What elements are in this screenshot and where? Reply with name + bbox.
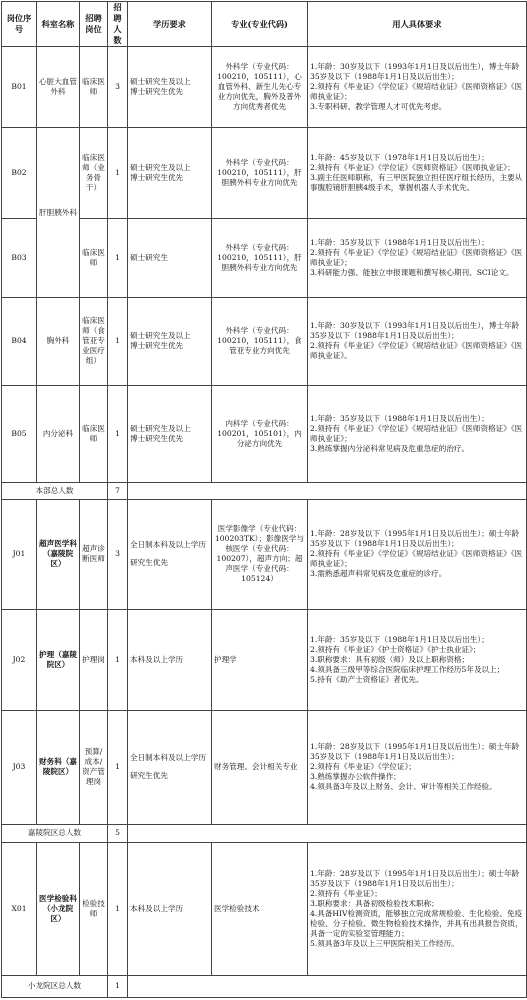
- dept-name: 心脏大血管外科: [37, 46, 80, 127]
- total-empty: [128, 482, 527, 499]
- post-name: 临床医师（食管亚专业医疗组）: [80, 298, 108, 385]
- header-post: 招聘岗位: [80, 2, 108, 47]
- major-requirement: 内科学（专业代码：100201，105101），内分泌方向优先: [212, 385, 308, 482]
- specific-requirements: 1.年龄：35岁及以下（1988年1月1日及以后出生）； 2.须持有《毕业证》《学位证》《规培结业证》《医师资格证》《医师执业证》； 3.科研能力强、能独立申报课题和撰写核心期刊、SCI论文。: [308, 219, 527, 298]
- table-row: [2, 609, 527, 710]
- table-row: [2, 128, 527, 219]
- dept-name: 超声医学科（嘉陵院区）: [37, 500, 80, 610]
- table-row: [2, 219, 527, 298]
- total-empty: [128, 824, 527, 842]
- post-id: J03: [2, 711, 37, 825]
- specific-requirements: 1.年龄：28岁及以下（1995年1月1日及以后出生）；硕士年龄35岁及以下（1988年1月1日及以后出生）； 2.须持有《毕业证》； 3.职称要求：具备初级检验技术职称； 4.具备HIV检测资质，能够独立完成常规检验、生化检验、免疫检验、分子检验、微生物检验技术操作，并具有出具报告资质，具备一定的实验室管理能力； 5.须具备3年及以上三甲医院相关工作经历。: [308, 842, 527, 975]
- edu-requirement: 硕士研究生及以上 博士研究生优先: [128, 128, 212, 219]
- post-count: 1: [108, 128, 128, 219]
- total-row: [2, 975, 527, 997]
- post-id: J01: [2, 500, 37, 610]
- specific-requirements: 1.年龄：28岁及以下（1995年1月1日及以后出生）；硕士年龄35岁及以下（1988年1月1日及以后出生）； 2.须持有《毕业证》《学位证》； 3.熟练掌握办公软件操作； 4.须具备3年及以上财务、会计、审计等相关工作经验。: [308, 711, 527, 825]
- post-count: 1: [108, 609, 128, 710]
- post-name: 检验技师: [80, 842, 108, 975]
- total-count: 5: [108, 824, 128, 842]
- table-row: [2, 385, 527, 482]
- major-requirement: 外科学（专业代码：100210，105111），食管亚专业方向优先: [212, 298, 308, 385]
- specific-requirements: 1.年龄：28岁及以下（1995年1月1日及以后出生）；硕士年龄35岁及以下（1988年1月1日及以后出生）； 2.须持有《毕业证》《学位证》《规培结业证》《医师资格证》《医师执业证》； 3.需熟悉超声科常见病及危重症的诊疗。: [308, 500, 527, 610]
- post-count: 1: [108, 385, 128, 482]
- post-name: 临床医师: [80, 46, 108, 127]
- header-count: 招聘人数: [108, 2, 128, 47]
- post-count: 1: [108, 842, 128, 975]
- post-id: B02: [2, 128, 37, 219]
- post-id: J02: [2, 609, 37, 710]
- dept-name: 胸外科: [37, 298, 80, 385]
- dept-name: 医学检验科（小龙院区）: [37, 842, 80, 975]
- dept-name: 内分泌科: [37, 385, 80, 482]
- total-label: 小龙院区总人数: [2, 975, 108, 997]
- dept-name: 肝胆胰外科: [37, 128, 80, 298]
- specific-requirements: 1.年龄：30岁及以下（1993年1月1日及以后出生），博士年龄35岁及以下（1988年1月1日及以后出生）； 2.须持有《毕业证》《学位证》《规培结业证》《医师资格证》《医师执业证》； 3.专职科研、教学管理人才可优先考虑。: [308, 46, 527, 127]
- post-name: 护理岗: [80, 609, 108, 710]
- post-name: 临床医师: [80, 385, 108, 482]
- total-count: 1: [108, 975, 128, 997]
- specific-requirements: 1.年龄：30岁及以下（1993年1月1日及以后出生），博士年龄35岁及以下（1988年1月1日及以后出生）； 2.须持有《毕业证》《学位证》《规培结业证》《医师资格证》《医师执业证》。: [308, 298, 527, 385]
- total-row: [2, 482, 527, 499]
- post-id: B05: [2, 385, 37, 482]
- total-count: 7: [108, 482, 128, 499]
- post-name: 临床医师（业务骨干）: [80, 128, 108, 219]
- post-id: B04: [2, 298, 37, 385]
- total-empty: [128, 975, 527, 997]
- edu-requirement: 本科及以上学历: [128, 842, 212, 975]
- post-count: 1: [108, 298, 128, 385]
- major-requirement: 医学检验技术: [212, 842, 308, 975]
- edu-requirement: 硕士研究生及以上 博士研究生优先: [128, 46, 212, 127]
- table-row: [2, 298, 527, 385]
- edu-requirement: 硕士研究生及以上 博士研究生优先: [128, 385, 212, 482]
- table-row: [2, 842, 527, 975]
- post-name: 临床医师: [80, 219, 108, 298]
- post-count: 1: [108, 219, 128, 298]
- post-id: B03: [2, 219, 37, 298]
- major-requirement: 财务管理、会计相关专业: [212, 711, 308, 825]
- total-label: 本部总人数: [2, 482, 108, 499]
- edu-requirement: 本科及以上学历: [128, 609, 212, 710]
- major-requirement: 外科学（专业代码：100210，105111），心血管外科、新生儿先心专业方向优先，胸外及普外方向优秀者优先: [212, 46, 308, 127]
- specific-requirements: 1.年龄：35岁及以下（1988年1月1日及以后出生）； 2.须持有《毕业证》《学位证》《规培结业证》《医师资格证》《医师执业证》； 3.熟练掌握内分泌科常见病及危重急症的治疗。: [308, 385, 527, 482]
- table-row: [2, 500, 527, 610]
- header-major: 专业(专业代码): [212, 2, 308, 47]
- post-name: 超声诊断医师: [80, 500, 108, 610]
- header-post-id: 岗位序号: [2, 2, 37, 47]
- post-count: 3: [108, 500, 128, 610]
- header-dept: 科室名称: [37, 2, 80, 47]
- edu-requirement: 全日制本科及以上学历 研究生优先: [128, 711, 212, 825]
- header-edu: 学历要求: [128, 2, 212, 47]
- specific-requirements: 1.年龄：45岁及以下（1978年1月1日及以后出生）； 2.须持有《毕业证》《学位证》《医师资格证》《医师执业证》； 3.副主任医师职称，有三甲医院独立担任医疗组长经历，主要从事腹腔镜肝胆胰4级手术，掌握机器人手术优先。: [308, 128, 527, 219]
- post-id: X01: [2, 842, 37, 975]
- major-requirement: 外科学（专业代码：100210，105111），肝胆胰外科专业方向优先: [212, 219, 308, 298]
- table-row: [2, 711, 527, 825]
- edu-requirement: 硕士研究生及以上 博士研究生优先: [128, 298, 212, 385]
- edu-requirement: 硕士研究生: [128, 219, 212, 298]
- total-row: [2, 824, 527, 842]
- dept-name: 财务科（嘉陵院区）: [37, 711, 80, 825]
- recruitment-table: [1, 1, 527, 998]
- major-requirement: 外科学（专业代码：100210，105111），肝胆胰外科专业方向优先: [212, 128, 308, 219]
- total-label: 嘉陵院区总人数: [2, 824, 108, 842]
- post-count: 3: [108, 46, 128, 127]
- dept-name: 护理（嘉陵院区）: [37, 609, 80, 710]
- post-count: 1: [108, 711, 128, 825]
- post-name: 预算/成本/资产管理岗: [80, 711, 108, 825]
- major-requirement: 医学影像学（专业代码：100203TK）；影像医学与核医学（专业代码：100207），超声方向；超声医学（专业代码：105124）: [212, 500, 308, 610]
- header-requirements: 用人具体要求: [308, 2, 527, 47]
- header-row: [2, 2, 527, 47]
- major-requirement: 护理学: [212, 609, 308, 710]
- edu-requirement: 全日制本科及以上学历 研究生优先: [128, 500, 212, 610]
- specific-requirements: 1.年龄：35岁及以下（1988年1月1日及以后出生）； 2.须持有《毕业证》《护士资格证》《护士执业证》； 3.职称要求：具有初级（师）及以上职称资格； 4.须具备三级甲等综合医院临床护理工作经历5年及以上； 5.持有《助产士资格证》者优先。: [308, 609, 527, 710]
- post-id: B01: [2, 46, 37, 127]
- table-row: [2, 46, 527, 127]
